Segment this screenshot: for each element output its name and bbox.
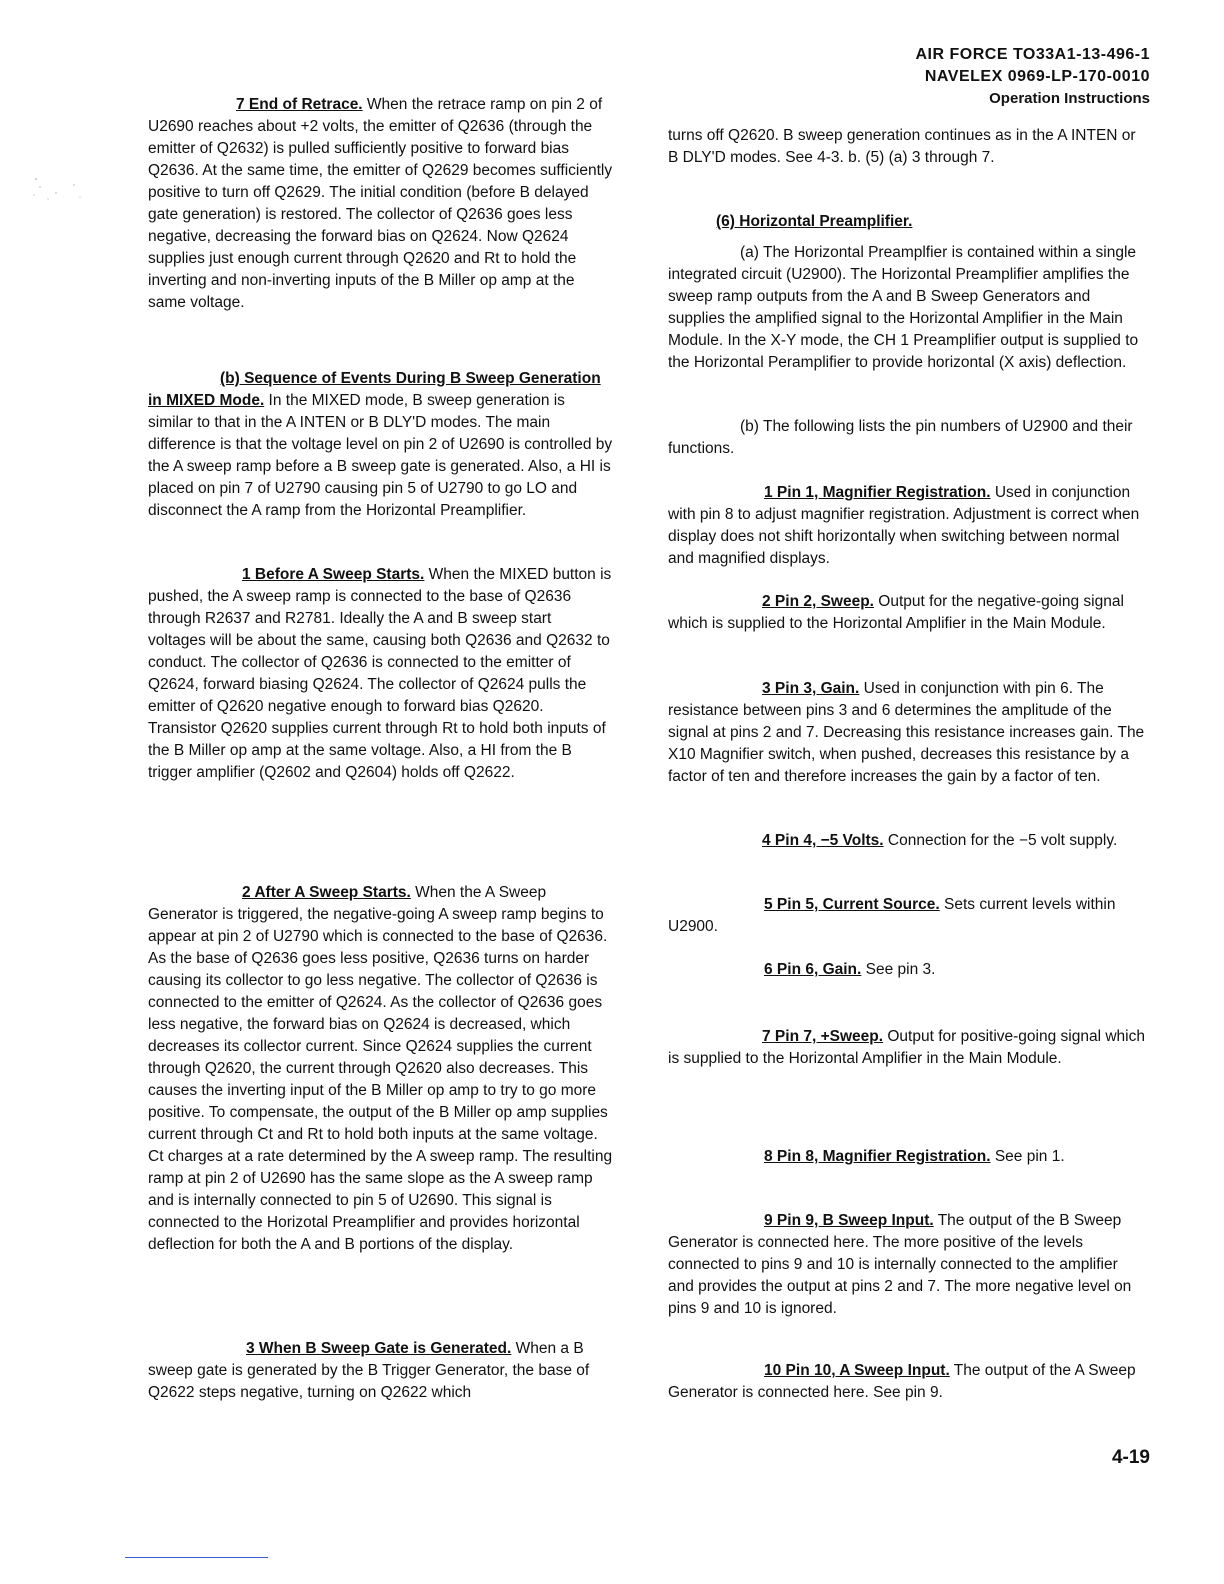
body-before-a-sweep: When the MIXED button is pushed, the A sweep ramp is connected to the base of Q2636 through R2637 and R2781. Ideally the A and B sweep start voltages will be about the same, causing both Q2636 and Q2632 to conduct. The collector of Q2636 is connected to the emitter of Q2624, forward biasing Q2624. The collector of Q2624 pulls the emitter of Q2620 negative enough to forward bias Q2620. Transistor Q2620 supplies current through Rt to hold both inputs of the B Miller op amp at the same voltage. Also, a HI from the B trigger amplifier (Q2602 and Q2604) holds off Q2622. <box>148 566 612 781</box>
heading-pin-10: 10 Pin 10, A Sweep Input. <box>764 1362 950 1379</box>
heading-end-of-retrace: 7 End of Retrace. <box>236 96 363 113</box>
body-pin-5: Sets current levels within U2900. <box>668 896 1116 935</box>
paragraph-end-of-retrace <box>148 94 613 314</box>
heading-after-a-sweep: 2 After A Sweep Starts. <box>242 884 411 901</box>
scan-artifact <box>30 175 86 205</box>
body-pin-1: Used in conjunction with pin 8 to adjust magnifier registration. Adjustment is correct when display does not shift horizontally when switching between normal and magnified displays. <box>668 484 1140 567</box>
header-air-force-number: AIR FORCE TO33A1-13-496-1 <box>915 46 1150 63</box>
body-continuation: turns off Q2620. B sweep generation continues as in the A INTEN or B DLY'D modes. See 4-3. b. (5) (a) 3 through 7. <box>668 127 1136 166</box>
paragraph-preamp-description <box>668 242 1146 374</box>
body-pin-7: Output for positive-going signal which is supplied to the Horizontal Amplifier in the Main Module. <box>668 1028 1145 1067</box>
paragraph-pin-5 <box>668 894 1146 938</box>
paragraph-pin-4 <box>668 830 1146 852</box>
paragraph-pin-8 <box>668 1146 1146 1168</box>
body-pin-8: See pin 1. <box>990 1148 1065 1165</box>
heading-pin-2: 2 Pin 2, Sweep. <box>762 593 874 610</box>
paragraph-pin-9 <box>668 1210 1146 1320</box>
paragraph-b-sweep-gate <box>148 1338 613 1404</box>
body-pin-10: The output of the A Sweep Generator is connected here. See pin 9. <box>668 1362 1136 1401</box>
heading-horizontal-preamplifier: (6) Horizontal Preamplifier. <box>716 213 913 230</box>
body-end-of-retrace: When the retrace ramp on pin 2 of U2690 reaches about +2 volts, the emitter of Q2636 (through the emitter of Q2632) is pulled sufficiently positive to forward bias Q2636. At the same time, the emitter of Q2629 becomes sufficiently positive to turn off Q2629. The initial condition (before B delayed gate generation) is restored. The collector of Q2636 goes less negative, decreasing the forward bias on Q2624. Now Q2624 supplies just enough current through Q2620 and Rt to hold the inverting and non-inverting inputs of the B Miller op amp at the same voltage. <box>148 96 613 311</box>
paragraph-pin-7 <box>668 1026 1146 1070</box>
body-preamp-description: (a) The Horizontal Preamplfier is contained within a single integrated circuit (U2900). The Horizontal Preamplifier amplifies the sweep ramp outputs from the A and B Sweep Generators and supplies the amplified signal to the Horizontal Amplifier in the Main Module. In the X-Y mode, the CH 1 Preamplifier output is supplied to the Horizontal Peramplifier to provide horizontal (X axis) deflection. <box>668 244 1139 371</box>
heading-b-sweep-mixed: (b) Sequence of Events During B Sweep Generation in MIXED Mode. <box>148 370 601 409</box>
heading-before-a-sweep: 1 Before A Sweep Starts. <box>242 566 425 583</box>
body-pin-list-intro: (b) The following lists the pin numbers of U2900 and their functions. <box>668 418 1133 457</box>
body-pin-2: Output for the negative-going signal which is supplied to the Horizontal Amplifier in the Main Module. <box>668 593 1124 632</box>
paragraph-after-a-sweep <box>148 882 613 1256</box>
document-header <box>916 44 1151 110</box>
page-number: 4-19 <box>1111 1447 1150 1468</box>
heading-b-sweep-gate: 3 When B Sweep Gate is Generated. <box>246 1340 512 1357</box>
section-horizontal-preamplifier <box>668 211 1146 233</box>
heading-pin-4: 4 Pin 4, −5 Volts. <box>762 832 884 849</box>
header-section-title: Operation Instructions <box>989 90 1150 107</box>
body-b-sweep-mixed: In the MIXED mode, B sweep generation is similar to that in the A INTEN or B DLY'D modes. The main difference is that the voltage level on pin 2 of U2690 is controlled by the A sweep ramp before a B sweep gate is generated. Also, a HI is placed on pin 7 of U2790 causing pin 5 of U2790 to go LO and disconnect the A ramp from the Horizontal Preamplifier. <box>148 392 613 519</box>
paragraph-b-sweep-mixed <box>148 368 613 522</box>
body-pin-6: See pin 3. <box>861 961 936 978</box>
paragraph-before-a-sweep <box>148 564 613 784</box>
paragraph-pin-1 <box>668 482 1146 570</box>
heading-pin-9: 9 Pin 9, B Sweep Input. <box>764 1212 934 1229</box>
paragraph-pin-3 <box>668 678 1146 788</box>
header-navelex-number: NAVELEX 0969-LP-170-0010 <box>924 68 1150 85</box>
body-after-a-sweep: When the A Sweep Generator is triggered, the negative-going A sweep ramp begins to appear at pin 2 of U2790 which is connected to the base of Q2636. As the base of Q2636 goes less positive, Q2636 turns on harder causing its collector to go less negative. The collector of Q2636 is connected to the emitter of Q2624. As the collector of Q2636 goes less negative, the forward bias on Q2624 is decreased, which decreases its collector current. Since Q2624 supplies the current through Q2620, the current through Q2620 also decreases. This causes the inverting input of the B Miller op amp to try to go more positive. To compensate, the output of the B Miller op amp supplies current through Ct and Rt to hold both inputs at the same voltage. Ct charges at a rate determined by the A sweep ramp. The resulting ramp at pin 2 of U2690 has the same slope as the A sweep ramp and is internally connected to pin 5 of U2690. This signal is connected to the Horizotal Preamplifier and provides horizontal deflection for both the A and B portions of the display. <box>148 884 613 1253</box>
body-b-sweep-gate: When a B sweep gate is generated by the B Trigger Generator, the base of Q2622 steps negative, turning on Q2622 which <box>148 1340 590 1401</box>
body-pin-3: Used in conjunction with pin 6. The resistance between pins 3 and 6 determines the amplitude of the signal at pins 2 and 7. Decreasing this resistance increases gain. The X10 Magnifier switch, when pushed, decreases this resistance by a factor of ten and therefore increases the gain by a factor of ten. <box>668 680 1145 785</box>
paragraph-pin-2 <box>668 591 1146 635</box>
body-pin-4: Connection for the −5 volt supply. <box>883 832 1118 849</box>
paragraph-continuation <box>668 125 1146 169</box>
heading-pin-6: 6 Pin 6, Gain. <box>764 961 862 978</box>
paragraph-pin-list-intro <box>668 416 1146 460</box>
paragraph-pin-10 <box>668 1360 1146 1404</box>
heading-pin-8: 8 Pin 8, Magnifier Registration. <box>764 1148 991 1165</box>
body-pin-9: The output of the B Sweep Generator is connected here. The more positive of the levels connected to pins 9 and 10 is internally connected to the amplifier and provides the output at pins 2 and 7. The more negative level on pins 9 and 10 is ignored. <box>668 1212 1132 1317</box>
footer-rule <box>125 1557 268 1558</box>
heading-pin-7: 7 Pin 7, +Sweep. <box>762 1028 884 1045</box>
heading-pin-1: 1 Pin 1, Magnifier Registration. <box>764 484 991 501</box>
heading-pin-5: 5 Pin 5, Current Source. <box>764 896 940 913</box>
paragraph-pin-6 <box>668 959 1146 981</box>
heading-pin-3: 3 Pin 3, Gain. <box>762 680 860 697</box>
